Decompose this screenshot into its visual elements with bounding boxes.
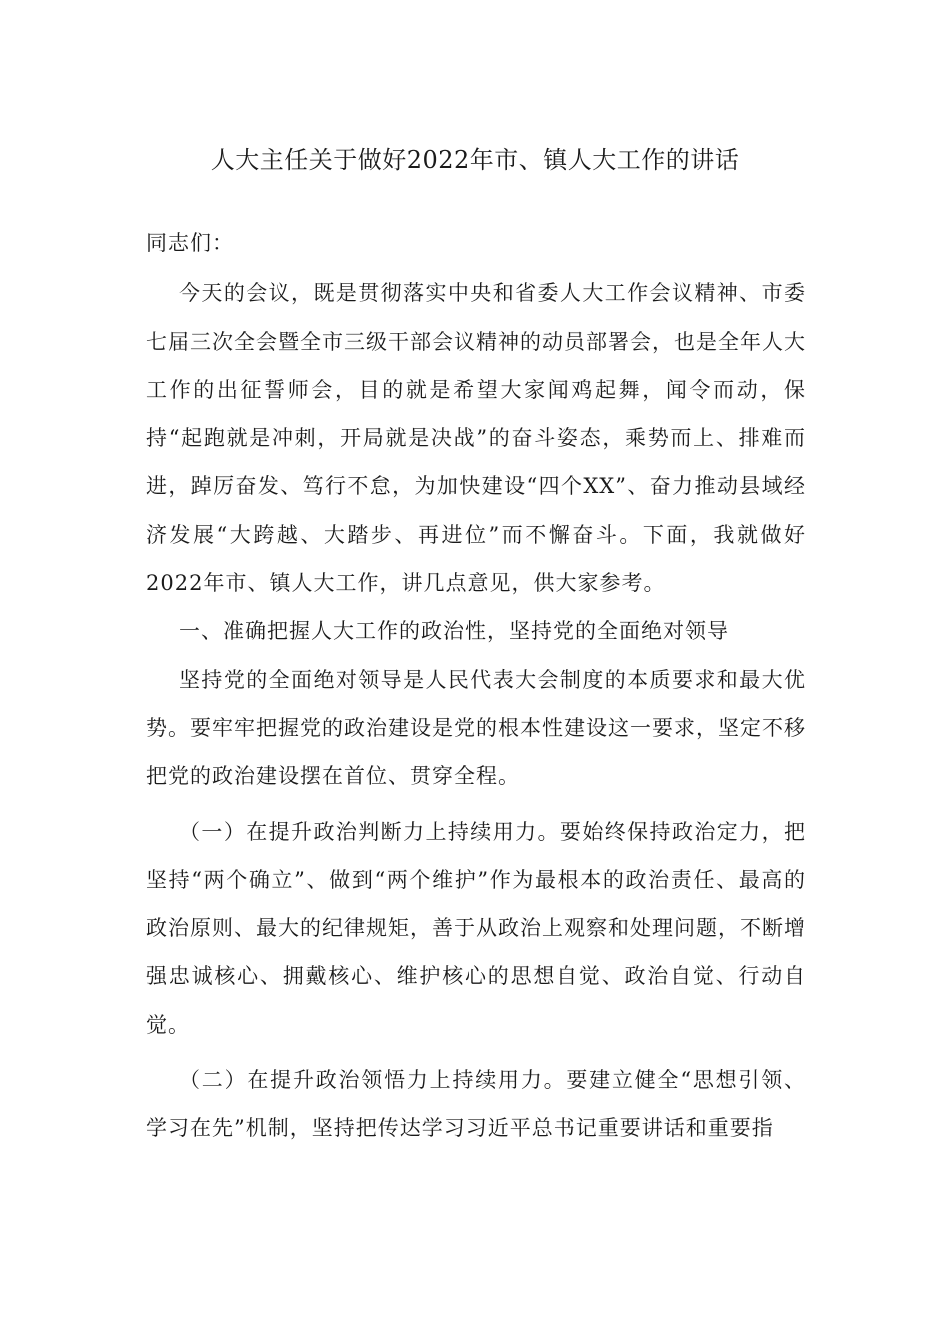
salutation: 同志们： <box>146 231 234 255</box>
paragraph-subsection-1: （一）在提升政治判断力上持续用力。要始终保持政治定力，把坚持“两个确立”、做到“两个维护”作为最根本的政治责任、最高的政治原则、最大的纪律规矩，善于从政治上观察和处理问题，不断增强忠诚核心、拥戴核心、维护核心的思想自觉、政治自觉、行动自觉。 <box>146 819 806 1037</box>
document-title: 人大主任关于做好2022年市、镇人大工作的讲话 <box>210 146 740 174</box>
document-body <box>146 219 806 1153</box>
paragraph-section-1-intro: 坚持党的全面绝对领导是人民代表大会制度的本质要求和最大优势。要牢牢把握党的政治建设是党的根本性建设这一要求，坚定不移把党的政治建设摆在首位、贯穿全程。 <box>146 667 806 789</box>
section-heading-1: 一、准确把握人大工作的政治性，坚持党的全面绝对领导 <box>179 619 729 644</box>
paragraph-opening: 今天的会议，既是贯彻落实中央和省委人大工作会议精神、市委七届三次全会暨全市三级干部会议精神的动员部署会，也是全年人大工作的出征誓师会，目的就是希望大家闻鸡起舞，闻令而动，保持“起跑就是冲刺，开局就是决战”的奋斗姿态，乘势而上、排难而进，踔厉奋发、笃行不怠，为加快建设“四个XX”、奋力推动县域经济发展“大跨越、大踏步、再进位”而不懈奋斗。下面，我就做好2022年市、镇人大工作，讲几点意见，供大家参考。 <box>146 281 806 596</box>
paragraph-subsection-2: （二）在提升政治领悟力上持续用力。要建立健全“思想引领、学习在先”机制，坚持把传达学习习近平总书记重要讲话和重要指 <box>146 1068 806 1141</box>
